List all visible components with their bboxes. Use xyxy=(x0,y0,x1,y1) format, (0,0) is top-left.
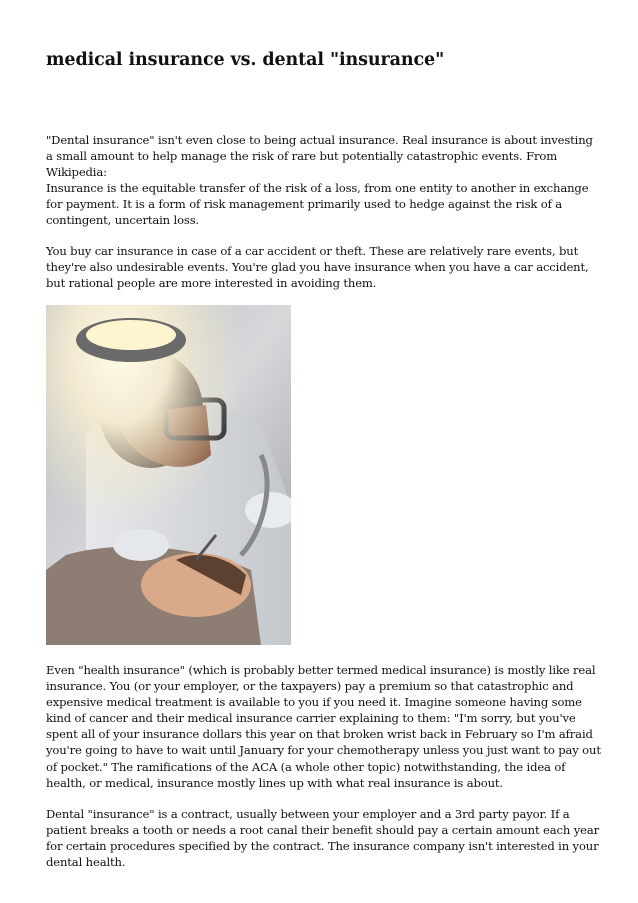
paragraph-wikipedia-quote: Insurance is the equitable transfer of the risk of a loss, from one entity to another in exchange for payment. It is a form of risk management primarily used to hedge against the risk of a contingent, uncertain loss. xyxy=(46,181,589,228)
paragraph-health-insurance: Even "health insurance" (which is probably better termed medical insurance) is mostly like real insurance. You (or your employer, or the taxpayers) pay a premium so that catastrophic and expensive medical treatment is available to you if you need it. Imagine someone having some kind of cancer and their medical insurance carrier explaining to them: "I'm sorry, but you've spent all of your insurance dollars this year on that broken wrist back in February so I'm afraid you're going to have to wait until January for your chemotherapy unless you just want to pay out of pocket." The ramifications of the ACA (a whole other topic) notwithstanding, the idea of health, or medical, insurance mostly lines up with what real insurance is about. xyxy=(46,663,601,790)
dentist-photo xyxy=(46,305,291,645)
paragraph-car-insurance: You buy car insurance in case of a car accident or theft. These are relatively rare events, but they're also undesirable events. You're glad you have insurance when you have a car accident, but rational people are more interested in avoiding them. xyxy=(46,244,589,291)
paragraph-intro: "Dental insurance" isn't even close to being actual insurance. Real insurance is about investing a small amount to help manage the risk of rare but potentially catastrophic events. From Wikipedia: xyxy=(46,133,593,180)
paragraph-dental-insurance: Dental "insurance" is a contract, usually between your employer and a 3rd party payor. If a patient breaks a tooth or needs a root canal their benefit should pay a certain amount each year for certain procedures specified by the contract. The insurance company isn't interested in your dental health. xyxy=(46,807,599,870)
page-title: medical insurance vs. dental "insurance" xyxy=(46,50,445,70)
